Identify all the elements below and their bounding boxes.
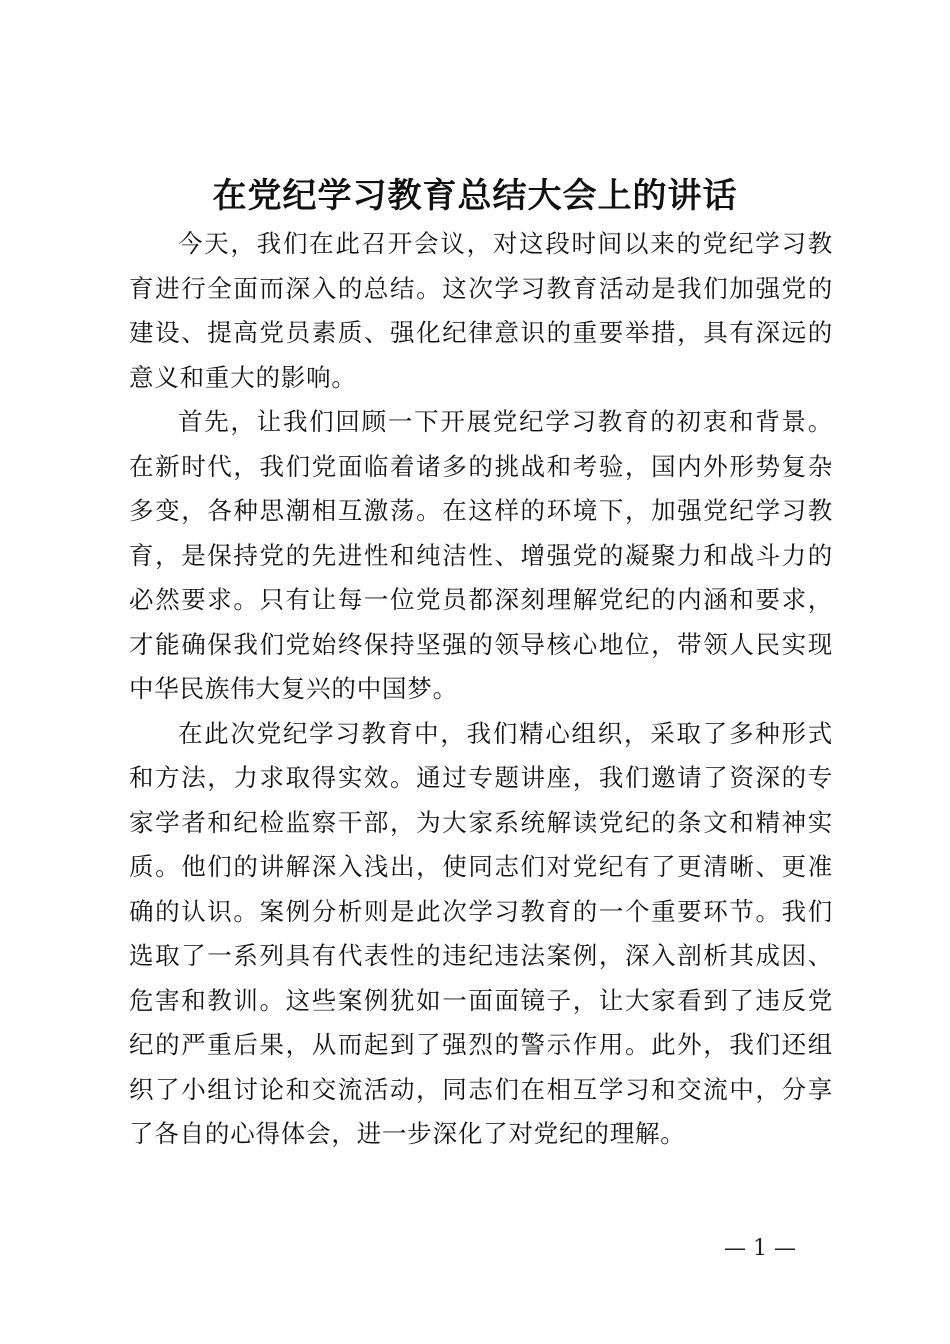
paragraph-1: 今天，我们在此召开会议，对这段时间以来的党纪学习教育进行全面而深入的总结。这次学习教育活动是我们加强党的建设、提高党员素质、强化纪律意识的重要举措，具有深远的意义和重大的影响。 [129, 229, 833, 392]
paragraph-2: 首先，让我们回顾一下开展党纪学习教育的初衷和背景。在新时代，我们党面临着诸多的挑战和考验，国内外形势复杂多变，各种思潮相互激荡。在这样的环境下，加强党纪学习教育，是保持党的先进性和纯洁性、增强党的凝聚力和战斗力的必然要求。只有让每一位党员都深刻理解党纪的内涵和要求，才能确保我们党始终保持坚强的领导核心地位，带领人民实现中华民族伟大复兴的中国梦。 [129, 407, 833, 703]
page-number: — 1 — [724, 1236, 796, 1261]
document-body [129, 222, 833, 1157]
paragraph-3: 在此次党纪学习教育中，我们精心组织，采取了多种形式和方法，力求取得实效。通过专题讲座，我们邀请了资深的专家学者和纪检监察干部，为大家系统解读党纪的条文和精神实质。他们的讲解深入浅出，使同志们对党纪有了更清晰、更准确的认识。案例分析则是此次学习教育的一个重要环节。我们选取了一系列具有代表性的违纪违法案例，深入剖析其成因、危害和教训。这些案例犹如一面面镜子，让大家看到了违反党纪的严重后果，从而起到了强烈的警示作用。此外，我们还组织了小组讨论和交流活动，同志们在相互学习和交流中，分享了各自的心得体会，进一步深化了对党纪的理解。 [129, 718, 833, 1148]
document-title: 在党纪学习教育总结大会上的讲话 [212, 176, 738, 216]
